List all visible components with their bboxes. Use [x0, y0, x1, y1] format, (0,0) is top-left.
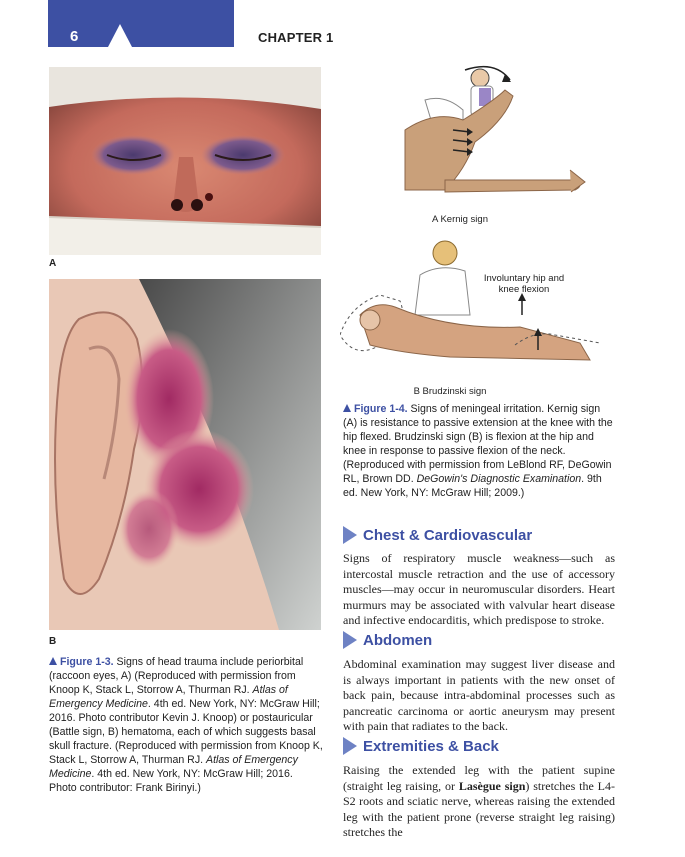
header-triangle-icon	[108, 24, 132, 47]
kernig-label: A Kernig sign	[432, 214, 488, 225]
involuntary-label: Involuntary hip and knee flexion	[483, 273, 565, 295]
caption-text: (Reproduced with permission from LeBlond RF, DeGowin RL, Brown DD.	[343, 459, 612, 485]
photo-battle-sign	[49, 279, 321, 630]
section-text-extremities	[343, 763, 615, 841]
photo-raccoon-eyes	[49, 67, 321, 255]
figure3-label-a: A	[49, 258, 57, 269]
section-text-chest: Signs of respiratory muscle weakness—such as intercostal muscle retraction and the use of accessory muscles—may occur in neuromuscular disorders. Heart murmurs may be associated with valvular heart disease and infective endocarditis, which predispose to stroke.	[343, 551, 615, 628]
section-arrow-icon	[343, 631, 357, 649]
caption-text: . 4th ed. New York, NY: McGraw Hill; 2016. Photo contributor: Frank Birinyi.)	[49, 768, 293, 794]
section-arrow-icon	[343, 526, 357, 544]
section-text-abdomen: Abdominal examination may suggest liver disease and is always important in patients with the new onset of back pain, because intra-abdominal processes such as pancreatic carcinoma or aortic aneurysm may present with pain that radiates to the back.	[343, 657, 615, 734]
caption-citation: Atlas of Emergency Medicine	[49, 754, 298, 780]
figure4-label: Figure 1-4.	[354, 403, 408, 415]
brudzinski-illustration	[340, 235, 620, 380]
section-title-extremities: Extremities & Back	[363, 738, 499, 755]
caption-text: (Reproduced with permission from Knoop K, Stack L, Storrow A, Thurman RJ.	[49, 670, 296, 696]
section-title-abdomen: Abdomen	[363, 632, 433, 649]
caption-text: Signs of head trauma	[113, 656, 221, 668]
caption-citation: Atlas of Emergency Medicine	[49, 684, 288, 710]
figure4-caption	[343, 402, 617, 500]
lasegue-sign-term: Lasègue sign	[458, 778, 526, 793]
section-text: Raising the extended leg with the patient supine (straight leg raising, or	[343, 763, 615, 793]
caption-text: include periorbital (raccoon eyes, A)	[49, 656, 304, 682]
caption-text: or postauricular (Battle sign, B) hematoma, each of which suggests basal skull fracture.	[49, 712, 316, 752]
chapter-title: CHAPTER 1	[258, 30, 334, 45]
caption-text: . 4th ed. New York, NY: McGraw Hill; 2016. Photo contributor Kevin J. Knoop)	[49, 698, 320, 724]
caption-text: (Reproduced with permission from Knoop K, Stack L, Storrow A, Thurman RJ.	[49, 740, 323, 766]
caption-text: Signs of meningeal irritation. Kernig sign (A) is resistance to passive extension at the knee with the hip flexed. Brudzinski sign (B) is flexion at the hip and knee in response to passive flexion of the neck.	[343, 403, 613, 457]
caption-triangle-icon	[343, 404, 351, 412]
kernig-illustration	[345, 60, 605, 210]
figure3-label-b: B	[49, 636, 57, 647]
caption-triangle-icon	[49, 657, 57, 665]
section-title-chest: Chest & Cardiovascular	[363, 527, 533, 544]
section-text: ) stretches the L4-S2 roots and sciatic nerve, whereas raising the extended leg with the patient prone (reverse straight leg raising) stretches the	[343, 778, 615, 840]
brudzinski-label: B Brudzinski sign	[413, 386, 487, 397]
caption-text: . 9th ed. New York, NY: McGraw Hill; 2009.)	[343, 473, 602, 499]
page-number: 6	[70, 28, 79, 45]
figure3-label: Figure 1-3.	[60, 656, 114, 668]
caption-citation: DeGowin's Diagnostic Examination	[416, 473, 582, 485]
section-arrow-icon	[343, 737, 357, 755]
figure3-caption	[49, 655, 323, 795]
